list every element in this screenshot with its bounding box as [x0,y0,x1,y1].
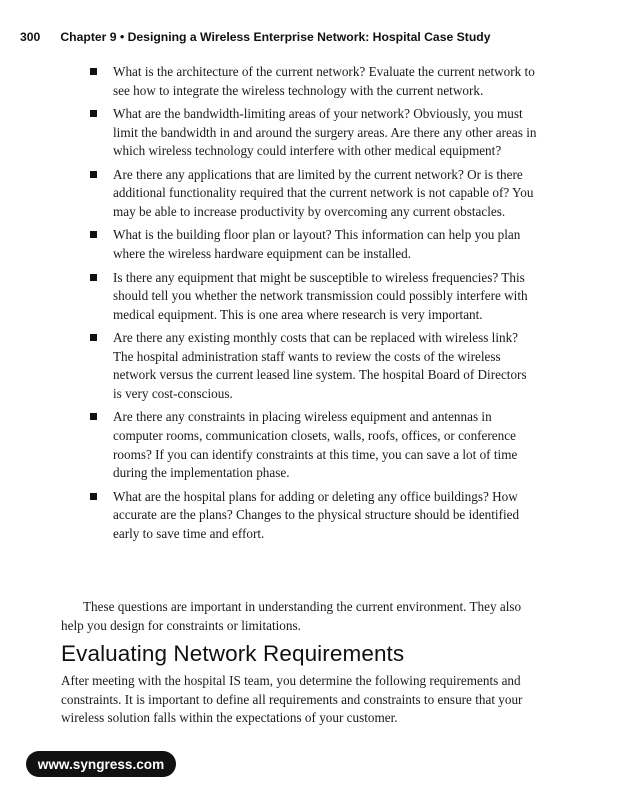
list-item-text: What is the architecture of the current network? Evaluate the current network to see how to integrate the wireless technology with the current network. [113,64,535,98]
list-item [86,269,538,325]
list-item [86,408,538,482]
list-item-text: What is the building floor plan or layout? This information can help you plan where the wireless hardware equipment can be installed. [113,227,521,262]
square-bullet-icon [90,171,97,178]
section-body-paragraph: After meeting with the hospital IS team, you determine the following requirements and constraints. It is important to define all requirements and constraints to ensure that your wireless solution falls within the expectations of your customer. [61,673,523,726]
list-item-text: Are there any existing monthly costs that can be replaced with wireless link? The hospital administration staff wants to review the costs of the wireless network versus the current leased line system. The hospital Board of Directors is very cost-conscious. [113,330,527,401]
website-url: www.syngress.com [37,756,165,772]
square-bullet-icon [90,68,97,75]
square-bullet-icon [90,493,97,500]
list-item [86,63,538,100]
list-item [86,329,538,403]
square-bullet-icon [90,110,97,117]
question-list [86,63,538,548]
square-bullet-icon [90,334,97,341]
running-head [20,30,491,44]
list-item [86,166,538,222]
list-item-text: What are the bandwidth-limiting areas of your network? Obviously, you must limit the bandwidth in and around the surgery areas. Are there any other areas in which wireless technology could interfere with other medical equipment? [113,106,537,159]
page-number: 300 [20,30,41,44]
square-bullet-icon [90,274,97,281]
list-item-text: Is there any equipment that might be susceptible to wireless frequencies? This should tell you whether the network transmission could possibly interfere with medical equipment. This is one area where research is very important. [113,269,528,322]
square-bullet-icon [90,413,97,420]
summary-paragraph [61,598,539,635]
website-badge[interactable] [26,751,176,777]
square-bullet-icon [90,231,97,238]
list-item-text: Are there any constraints in placing wireless equipment and antennas in computer rooms, communication closets, walls, roofs, offices, or conference rooms? If you can identify constraints at this time, you can save a lot of time during the implementation phase. [113,409,518,481]
chapter-title: Chapter 9 • Designing a Wireless Enterprise Network: Hospital Case Study [60,30,491,44]
section-heading: Evaluating Network Requirements [61,641,405,666]
summary-text: These questions are important in understanding the current environment. They also help you design for constraints or limitations. [61,599,522,633]
list-item-text: What are the hospital plans for adding or deleting any office buildings? How accurate are the plans? Changes to the physical structure should be identified early to save time and effort. [113,488,520,541]
list-item [86,488,538,544]
list-item [86,226,538,263]
list-item-text: Are there any applications that are limited by the current network? Or is there additional functionality required that the current network is not capable of? You may be able to increase productivity by overcoming any current obstacles. [113,166,534,219]
list-item [86,105,538,161]
